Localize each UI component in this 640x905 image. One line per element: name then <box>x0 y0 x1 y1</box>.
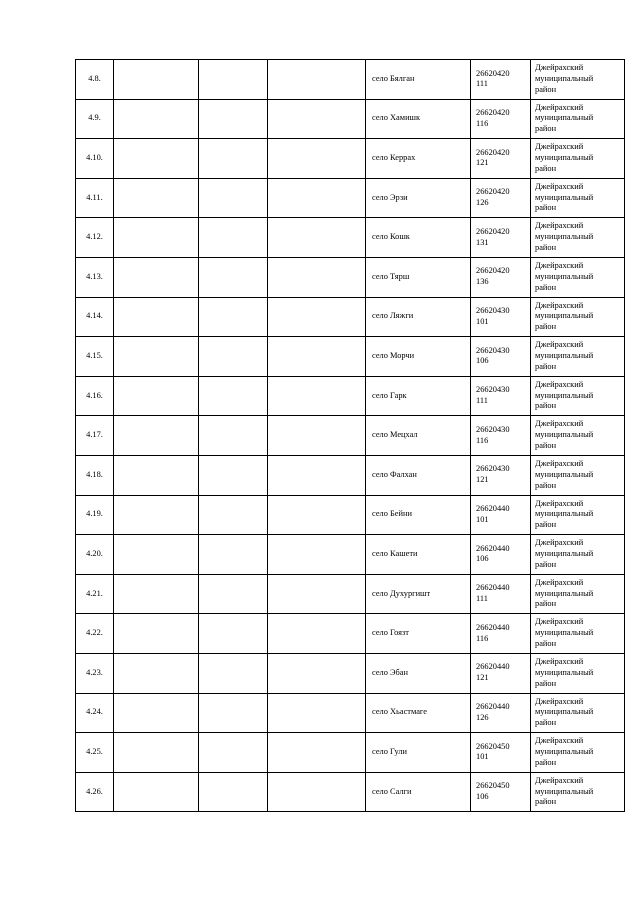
district-cell <box>531 614 625 654</box>
row-number-cell: 4.22. <box>76 614 114 654</box>
row-number-cell: 4.24. <box>76 693 114 733</box>
row-number-cell: 4.15. <box>76 337 114 377</box>
district-line: муниципальный <box>535 271 594 281</box>
settlement-name-cell: село Хамишк <box>366 99 471 139</box>
oktmo-code-cell <box>471 178 531 218</box>
empty-cell <box>199 772 268 812</box>
district-line: район <box>535 203 557 213</box>
district-line: муниципальный <box>535 73 594 83</box>
district-line: район <box>535 163 557 173</box>
row-number-cell: 4.9. <box>76 99 114 139</box>
table-row <box>76 495 625 535</box>
settlement-name-cell: село Морчи <box>366 337 471 377</box>
table-row <box>76 535 625 575</box>
row-number-cell: 4.20. <box>76 535 114 575</box>
district-line: район <box>535 441 557 451</box>
district-line: муниципальный <box>535 509 594 519</box>
district-line: Джейрахский <box>535 340 584 350</box>
settlement-name-cell: село Гули <box>366 733 471 773</box>
empty-cell <box>268 733 366 773</box>
district-line: Джейрахский <box>535 459 584 469</box>
district-cell <box>531 60 625 100</box>
code-line: 26620440 <box>476 662 510 672</box>
empty-cell <box>268 257 366 297</box>
district-cell <box>531 178 625 218</box>
empty-cell <box>199 455 268 495</box>
settlement-name-cell: село Фалхан <box>366 455 471 495</box>
district-line: муниципальный <box>535 746 594 756</box>
district-cell <box>531 574 625 614</box>
oktmo-code-cell <box>471 297 531 337</box>
settlement-name-cell: село Бялган <box>366 60 471 100</box>
empty-cell <box>114 297 199 337</box>
code-line: 26620440 <box>476 504 510 514</box>
empty-cell <box>268 455 366 495</box>
table-row <box>76 218 625 258</box>
district-line: район <box>535 797 557 807</box>
empty-cell <box>114 772 199 812</box>
district-line: Джейрахский <box>535 181 584 191</box>
settlement-name-cell: село Керрах <box>366 139 471 179</box>
table-row <box>76 60 625 100</box>
empty-cell <box>268 653 366 693</box>
empty-cell <box>114 376 199 416</box>
code-line: 116 <box>476 633 489 643</box>
district-line: муниципальный <box>535 153 594 163</box>
oktmo-code-cell <box>471 535 531 575</box>
oktmo-code-cell <box>471 416 531 456</box>
empty-cell <box>199 574 268 614</box>
code-line: 26620430 <box>476 345 510 355</box>
district-line: Джейрахский <box>535 261 584 271</box>
district-line: район <box>535 599 557 609</box>
district-cell <box>531 376 625 416</box>
district-line: район <box>535 718 557 728</box>
district-line: район <box>535 757 557 767</box>
district-line: муниципальный <box>535 351 594 361</box>
empty-cell <box>268 60 366 100</box>
district-cell <box>531 535 625 575</box>
code-line: 131 <box>476 237 489 247</box>
row-number-cell: 4.16. <box>76 376 114 416</box>
settlement-name-cell: село Эрзи <box>366 178 471 218</box>
empty-cell <box>114 614 199 654</box>
district-line: муниципальный <box>535 430 594 440</box>
empty-cell <box>114 574 199 614</box>
empty-cell <box>268 218 366 258</box>
row-number-cell: 4.23. <box>76 653 114 693</box>
code-line: 26620430 <box>476 464 510 474</box>
district-line: район <box>535 243 557 253</box>
empty-cell <box>114 99 199 139</box>
district-line: Джейрахский <box>535 221 584 231</box>
district-line: муниципальный <box>535 192 594 202</box>
row-number-cell: 4.21. <box>76 574 114 614</box>
district-line: муниципальный <box>535 311 594 321</box>
settlement-name-cell: село Мецхал <box>366 416 471 456</box>
code-line: 116 <box>476 435 489 445</box>
code-line: 26620450 <box>476 781 510 791</box>
oktmo-code-cell <box>471 257 531 297</box>
table-row <box>76 178 625 218</box>
empty-cell <box>268 376 366 416</box>
oktmo-code-cell <box>471 376 531 416</box>
settlement-name-cell: село Хьастмаге <box>366 693 471 733</box>
district-line: муниципальный <box>535 588 594 598</box>
code-line: 26620430 <box>476 306 510 316</box>
oktmo-code-cell <box>471 60 531 100</box>
empty-cell <box>268 297 366 337</box>
empty-cell <box>114 416 199 456</box>
empty-cell <box>199 416 268 456</box>
district-line: Джейрахский <box>535 142 584 152</box>
district-line: Джейрахский <box>535 498 584 508</box>
district-line: муниципальный <box>535 232 594 242</box>
code-line: 116 <box>476 118 489 128</box>
table-row <box>76 772 625 812</box>
district-cell <box>531 139 625 179</box>
district-line: Джейрахский <box>535 696 584 706</box>
table-row <box>76 733 625 773</box>
oktmo-code-cell <box>471 733 531 773</box>
code-line: 136 <box>476 277 489 287</box>
district-line: район <box>535 124 557 134</box>
oktmo-code-cell <box>471 772 531 812</box>
district-cell <box>531 218 625 258</box>
table-row <box>76 297 625 337</box>
empty-cell <box>199 614 268 654</box>
district-cell <box>531 733 625 773</box>
code-line: 26620440 <box>476 702 510 711</box>
district-cell <box>531 495 625 535</box>
oktmo-code-cell <box>471 455 531 495</box>
settlement-name-cell: село Кошк <box>366 218 471 258</box>
empty-cell <box>114 139 199 179</box>
empty-cell <box>114 495 199 535</box>
district-line: муниципальный <box>535 628 594 638</box>
code-line: 26620420 <box>476 266 510 276</box>
empty-cell <box>199 733 268 773</box>
district-line: Джейрахский <box>535 775 584 785</box>
empty-cell <box>268 535 366 575</box>
empty-cell <box>199 257 268 297</box>
empty-cell <box>114 733 199 773</box>
oktmo-code-cell <box>471 495 531 535</box>
row-number-cell: 4.18. <box>76 455 114 495</box>
empty-cell <box>114 535 199 575</box>
district-line: район <box>535 322 557 332</box>
district-line: Джейрахский <box>535 300 584 310</box>
settlement-name-cell: село Гоязт <box>366 614 471 654</box>
district-cell <box>531 772 625 812</box>
row-number-cell: 4.26. <box>76 772 114 812</box>
oktmo-code-cell <box>471 653 531 693</box>
code-line: 101 <box>476 514 489 524</box>
settlement-name-cell: село Кашети <box>366 535 471 575</box>
district-line: Джейрахский <box>535 736 584 746</box>
district-line: муниципальный <box>535 113 594 123</box>
district-line: район <box>535 520 557 530</box>
table-row <box>76 337 625 377</box>
oktmo-code-cell <box>471 614 531 654</box>
row-number-cell: 4.19. <box>76 495 114 535</box>
table-row <box>76 416 625 456</box>
district-line: Джейрахский <box>535 419 584 429</box>
empty-cell <box>268 139 366 179</box>
empty-cell <box>114 337 199 377</box>
code-line: 126 <box>476 198 489 208</box>
code-line: 26620420 <box>476 226 510 236</box>
row-number-cell: 4.8. <box>76 60 114 100</box>
table-row <box>76 455 625 495</box>
row-number-cell: 4.13. <box>76 257 114 297</box>
oktmo-code-cell <box>471 574 531 614</box>
code-line: 26620430 <box>476 385 510 395</box>
empty-cell <box>199 139 268 179</box>
settlement-name-cell: село Духургишт <box>366 574 471 614</box>
district-line: Джейрахский <box>535 63 584 73</box>
district-line: Джейрахский <box>535 577 584 587</box>
district-line: муниципальный <box>535 707 594 717</box>
table-body <box>76 60 625 812</box>
empty-cell <box>199 653 268 693</box>
district-line: район <box>535 84 557 94</box>
code-line: 111 <box>476 594 488 604</box>
empty-cell <box>199 218 268 258</box>
row-number-cell: 4.12. <box>76 218 114 258</box>
empty-cell <box>199 376 268 416</box>
oktmo-code-cell <box>471 693 531 733</box>
empty-cell <box>268 693 366 733</box>
table-row <box>76 614 625 654</box>
empty-cell <box>199 99 268 139</box>
settlement-name-cell: село Тярш <box>366 257 471 297</box>
table-row <box>76 693 625 733</box>
code-line: 121 <box>476 158 489 168</box>
code-line: 101 <box>476 316 489 326</box>
empty-cell <box>199 60 268 100</box>
district-cell <box>531 455 625 495</box>
code-line: 121 <box>476 475 489 485</box>
code-line: 126 <box>476 712 489 722</box>
empty-cell <box>268 614 366 654</box>
table-row <box>76 574 625 614</box>
code-line: 26620430 <box>476 424 510 434</box>
oktmo-code-cell <box>471 99 531 139</box>
empty-cell <box>199 337 268 377</box>
code-line: 106 <box>476 554 489 564</box>
empty-cell <box>268 416 366 456</box>
district-line: район <box>535 401 557 411</box>
code-line: 26620420 <box>476 147 510 157</box>
row-number-cell: 4.10. <box>76 139 114 179</box>
district-line: Джейрахский <box>535 379 584 389</box>
district-cell <box>531 653 625 693</box>
empty-cell <box>268 99 366 139</box>
row-number-cell: 4.17. <box>76 416 114 456</box>
empty-cell <box>199 297 268 337</box>
code-line: 26620440 <box>476 622 510 632</box>
empty-cell <box>114 653 199 693</box>
district-line: муниципальный <box>535 390 594 400</box>
district-line: муниципальный <box>535 786 594 796</box>
district-cell <box>531 297 625 337</box>
code-line: 26620440 <box>476 583 510 593</box>
settlements-table <box>75 59 625 812</box>
table-row <box>76 653 625 693</box>
empty-cell <box>268 574 366 614</box>
row-number-cell: 4.14. <box>76 297 114 337</box>
empty-cell <box>114 218 199 258</box>
district-cell <box>531 99 625 139</box>
district-line: Джейрахский <box>535 617 584 627</box>
settlement-name-cell: село Эбан <box>366 653 471 693</box>
district-cell <box>531 693 625 733</box>
settlement-name-cell: село Ляжги <box>366 297 471 337</box>
district-line: район <box>535 559 557 569</box>
district-cell <box>531 257 625 297</box>
district-line: район <box>535 678 557 688</box>
empty-cell <box>268 178 366 218</box>
district-line: муниципальный <box>535 549 594 559</box>
district-line: район <box>535 361 557 371</box>
row-number-cell: 4.25. <box>76 733 114 773</box>
table-row <box>76 139 625 179</box>
district-line: район <box>535 480 557 490</box>
district-line: Джейрахский <box>535 657 584 666</box>
district-cell <box>531 416 625 456</box>
code-line: 101 <box>476 752 489 762</box>
empty-cell <box>268 495 366 535</box>
code-line: 26620450 <box>476 741 510 751</box>
table-row <box>76 257 625 297</box>
code-line: 106 <box>476 356 489 366</box>
empty-cell <box>199 535 268 575</box>
empty-cell <box>114 257 199 297</box>
empty-cell <box>114 693 199 733</box>
district-line: Джейрахский <box>535 538 584 548</box>
empty-cell <box>199 178 268 218</box>
oktmo-code-cell <box>471 337 531 377</box>
empty-cell <box>268 337 366 377</box>
district-line: муниципальный <box>535 667 594 677</box>
table-row <box>76 376 625 416</box>
code-line: 26620420 <box>476 108 510 118</box>
empty-cell <box>199 693 268 733</box>
settlement-name-cell: село Салги <box>366 772 471 812</box>
district-cell <box>531 337 625 377</box>
code-line: 121 <box>476 673 489 683</box>
code-line: 26620440 <box>476 543 510 553</box>
empty-cell <box>114 178 199 218</box>
code-line: 111 <box>476 396 488 406</box>
empty-cell <box>268 772 366 812</box>
empty-cell <box>114 60 199 100</box>
empty-cell <box>114 455 199 495</box>
empty-cell <box>199 495 268 535</box>
code-line: 106 <box>476 791 489 801</box>
settlement-name-cell: село Гарк <box>366 376 471 416</box>
district-line: Джейрахский <box>535 102 584 112</box>
settlement-name-cell: село Бейни <box>366 495 471 535</box>
row-number-cell: 4.11. <box>76 178 114 218</box>
district-line: муниципальный <box>535 469 594 479</box>
code-line: 26620420 <box>476 68 510 78</box>
oktmo-code-cell <box>471 139 531 179</box>
district-line: район <box>535 282 557 292</box>
table-row <box>76 99 625 139</box>
code-line: 111 <box>476 79 488 89</box>
oktmo-code-cell <box>471 218 531 258</box>
district-line: район <box>535 639 557 648</box>
code-line: 26620420 <box>476 187 510 197</box>
